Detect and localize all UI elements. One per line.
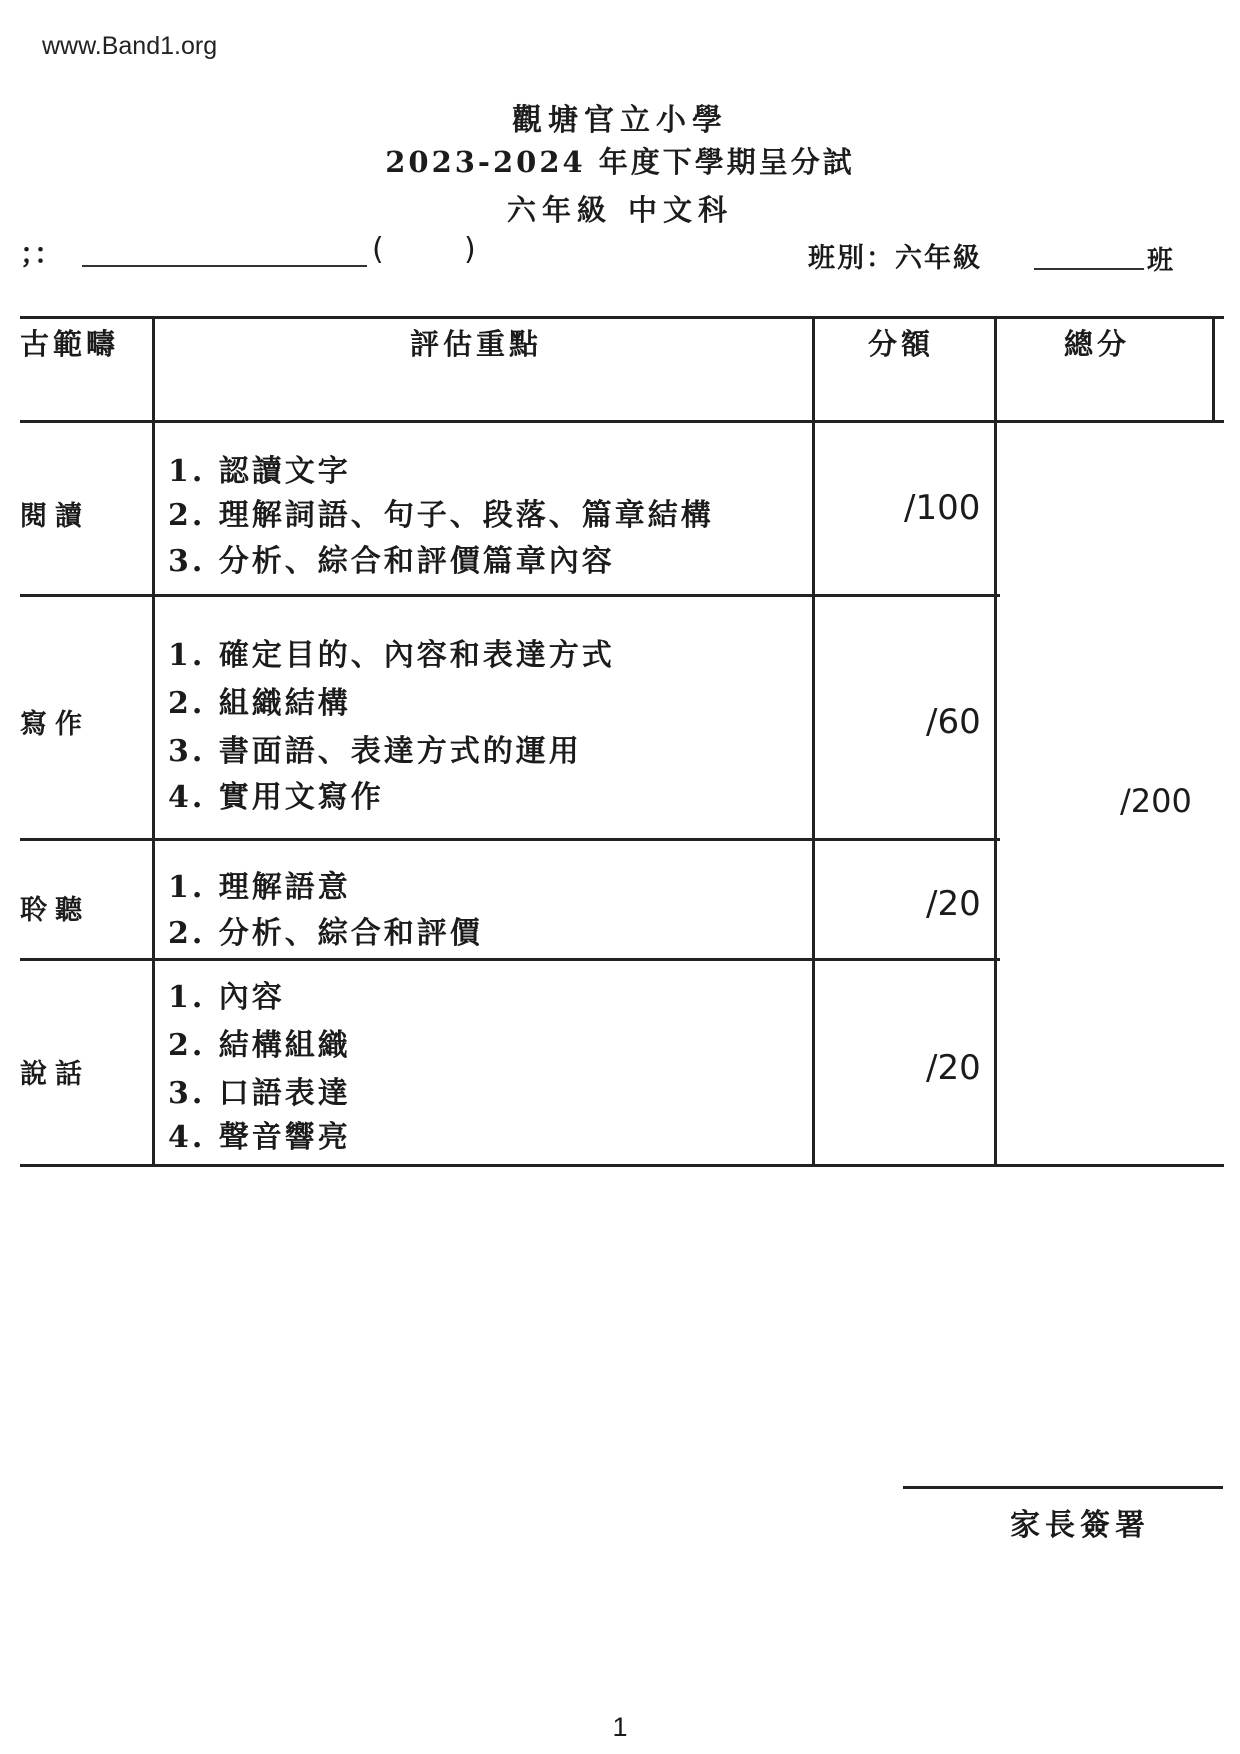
class-label: 班別：六年級 [808,243,982,274]
parent-signature-label: 家長簽署 [1010,1508,1150,1543]
subject-title: 六年級 中文科 [506,193,734,227]
class-number-paren-open: ( [372,232,384,267]
area-listening: 聆聽 [20,895,90,926]
name-blank [82,265,367,267]
table-line-row3 [20,958,1000,961]
table-line-row2 [20,838,1000,841]
column-header-allocation: 分額 [868,327,935,361]
listening-item-2: 2. 分析、綜合和評價 [168,916,483,951]
listening-item-1: 1. 理解語意 [168,870,351,905]
speaking-score: /20 [926,1048,981,1088]
table-line-row1 [20,594,1000,597]
exam-title: 2023-2024 年度下學期呈分試 [385,145,855,179]
column-header-focus: 評估重點 [410,327,543,361]
signature-line [903,1486,1223,1489]
table-line-top [20,316,1224,319]
total-score: /200 [1120,782,1192,820]
column-header-total: 總分 [1064,327,1131,361]
writing-item-3: 3. 書面語、表達方式的運用 [168,734,582,769]
watermark-url: www.Band1.org [42,32,218,60]
speaking-item-1: 1. 內容 [168,980,285,1015]
reading-score: /100 [904,488,981,528]
table-col-line-4 [1212,316,1215,420]
class-suffix: 班 [1147,246,1174,276]
writing-item-2: 2. 組織結構 [168,686,351,721]
reading-item-3: 3. 分析、綜合和評價篇章內容 [168,544,615,579]
name-label: ；： [20,237,63,270]
class-blank [1034,268,1144,270]
column-header-area: 古範疇 [20,327,120,361]
reading-item-2: 2. 理解詞語、句子、段落、篇章結構 [168,498,714,533]
speaking-item-3: 3. 口語表達 [168,1076,351,1111]
listening-score: /20 [926,884,981,924]
writing-score: /60 [926,702,981,742]
speaking-item-4: 4. 聲音響亮 [168,1120,351,1155]
area-speaking: 說話 [20,1059,90,1090]
table-col-line-3 [994,316,997,1166]
page-number: 1 [612,1712,628,1742]
writing-item-1: 1. 確定目的、內容和表達方式 [168,638,615,673]
speaking-item-2: 2. 結構組織 [168,1028,351,1063]
table-line-header-bottom [20,420,1224,423]
writing-item-4: 4. 實用文寫作 [168,780,384,815]
school-name: 觀塘官立小學 [512,103,728,138]
table-line-bottom [20,1164,1224,1167]
table-col-line-2 [812,316,815,1166]
area-reading: 閱讀 [20,501,90,532]
reading-item-1: 1. 認讀文字 [168,454,351,489]
class-number-paren-close: ) [464,232,476,267]
area-writing: 寫作 [20,709,90,740]
table-col-line-1 [152,316,155,1166]
